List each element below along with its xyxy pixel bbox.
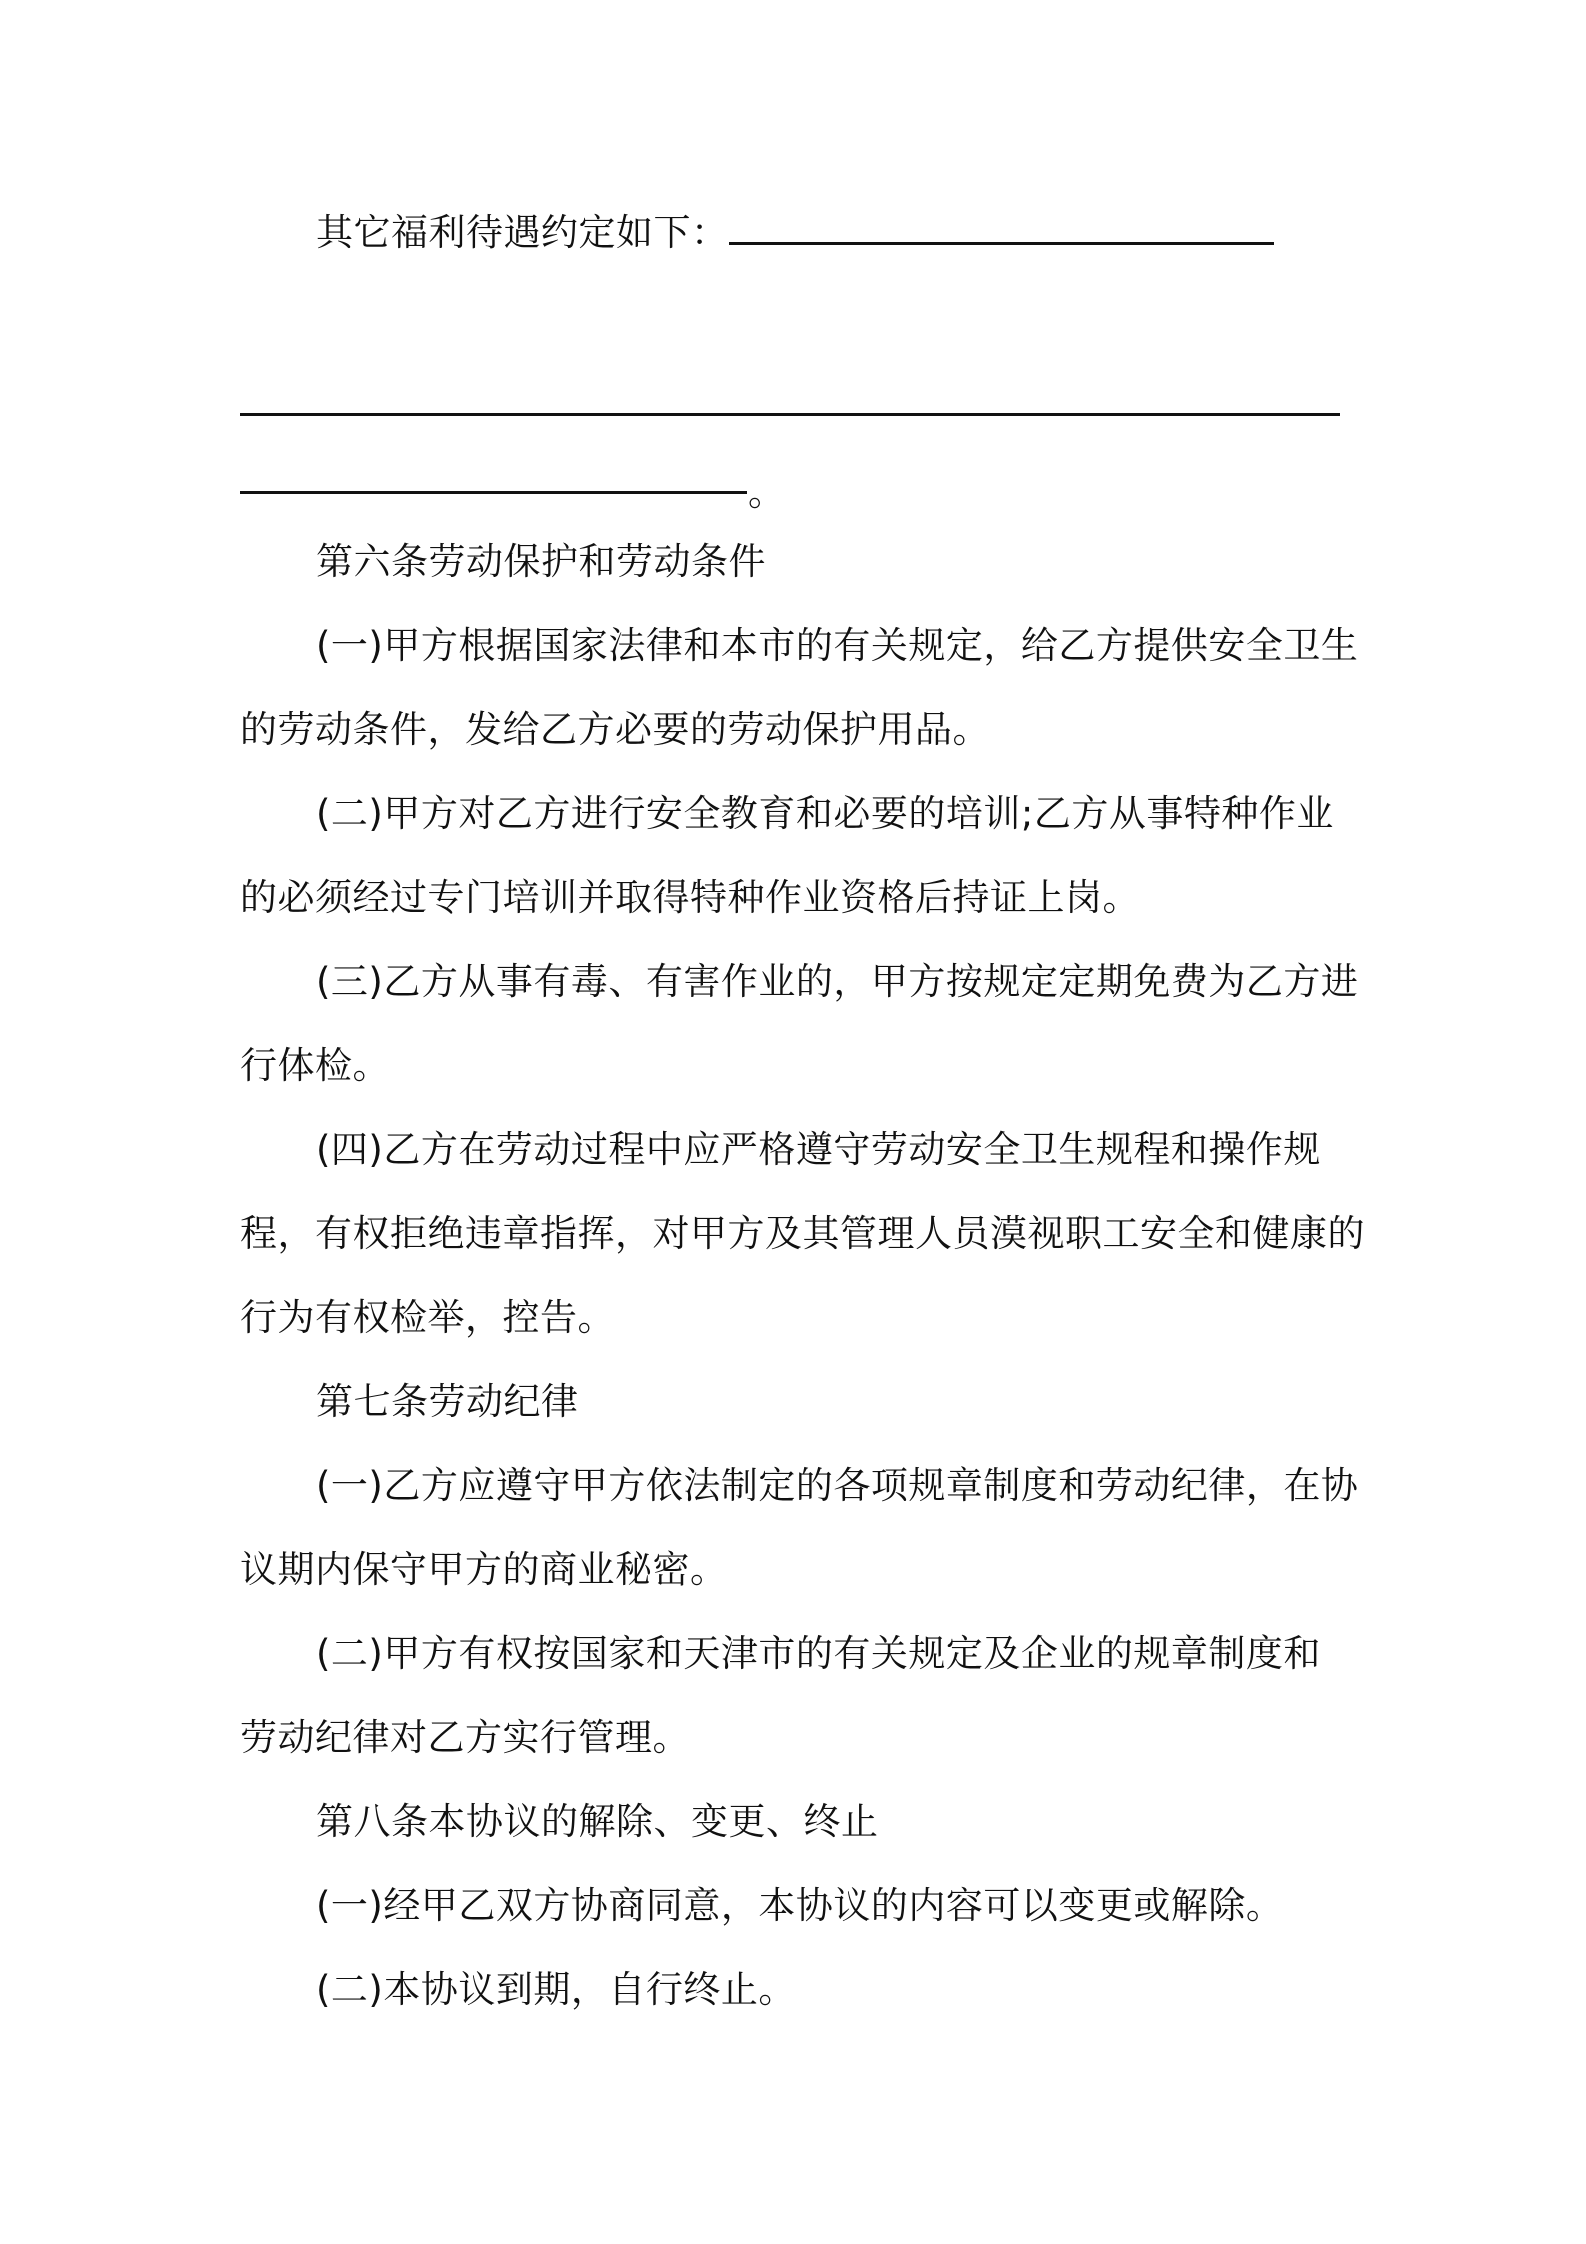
blank-line-2 [240,491,747,494]
article-6-item-2-line-2: 的必须经过专门培训并取得特种作业资格后持证上岗。 [240,876,1140,919]
article-7-item-2-line-2: 劳动纪律对乙方实行管理。 [240,1716,690,1759]
welfare-label: 其它福利待遇约定如下： [316,211,729,254]
article-6-item-4-line-2: 程，有权拒绝违章指挥，对甲方及其管理人员漠视职工安全和健康的 [240,1212,1365,1255]
welfare-blank [729,212,1274,245]
article-6-title: 第六条劳动保护和劳动条件 [316,540,766,583]
article-6-item-1-line-2: 的劳动条件，发给乙方必要的劳动保护用品。 [240,708,990,751]
article-6-item-4-line-3: 行为有权检举，控告。 [240,1296,615,1339]
article-6-item-4-line-1: (四)乙方在劳动过程中应严格遵守劳动安全卫生规程和操作规 [316,1128,1321,1171]
welfare-clause [316,208,1360,258]
article-7-item-1-line-1: (一)乙方应遵守甲方依法制定的各项规章制度和劳动纪律，在协 [316,1464,1359,1507]
article-7-title: 第七条劳动纪律 [316,1380,579,1423]
article-8-title: 第八条本协议的解除、变更、终止 [316,1800,879,1843]
article-6-item-3-line-1: (三)乙方从事有毒、有害作业的，甲方按规定定期免费为乙方进 [316,960,1359,1003]
blank-line-1 [240,413,1340,416]
article-6-item-3-line-2: 行体检。 [240,1044,390,1087]
article-6-item-1-line-1: (一)甲方根据国家法律和本市的有关规定，给乙方提供安全卫生 [316,624,1359,667]
article-6-item-2-line-1: (二)甲方对乙方进行安全教育和必要的培训;乙方从事特种作业 [316,792,1334,835]
article-7-item-2-line-1: (二)甲方有权按国家和天津市的有关规定及企业的规章制度和 [316,1632,1321,1675]
blank-end-period: 。 [748,471,785,514]
article-8-item-1: (一)经甲乙双方协商同意，本协议的内容可以变更或解除。 [316,1884,1284,1927]
article-7-item-1-line-2: 议期内保守甲方的商业秘密。 [240,1548,728,1591]
article-8-item-2: (二)本协议到期，自行终止。 [316,1968,796,2011]
